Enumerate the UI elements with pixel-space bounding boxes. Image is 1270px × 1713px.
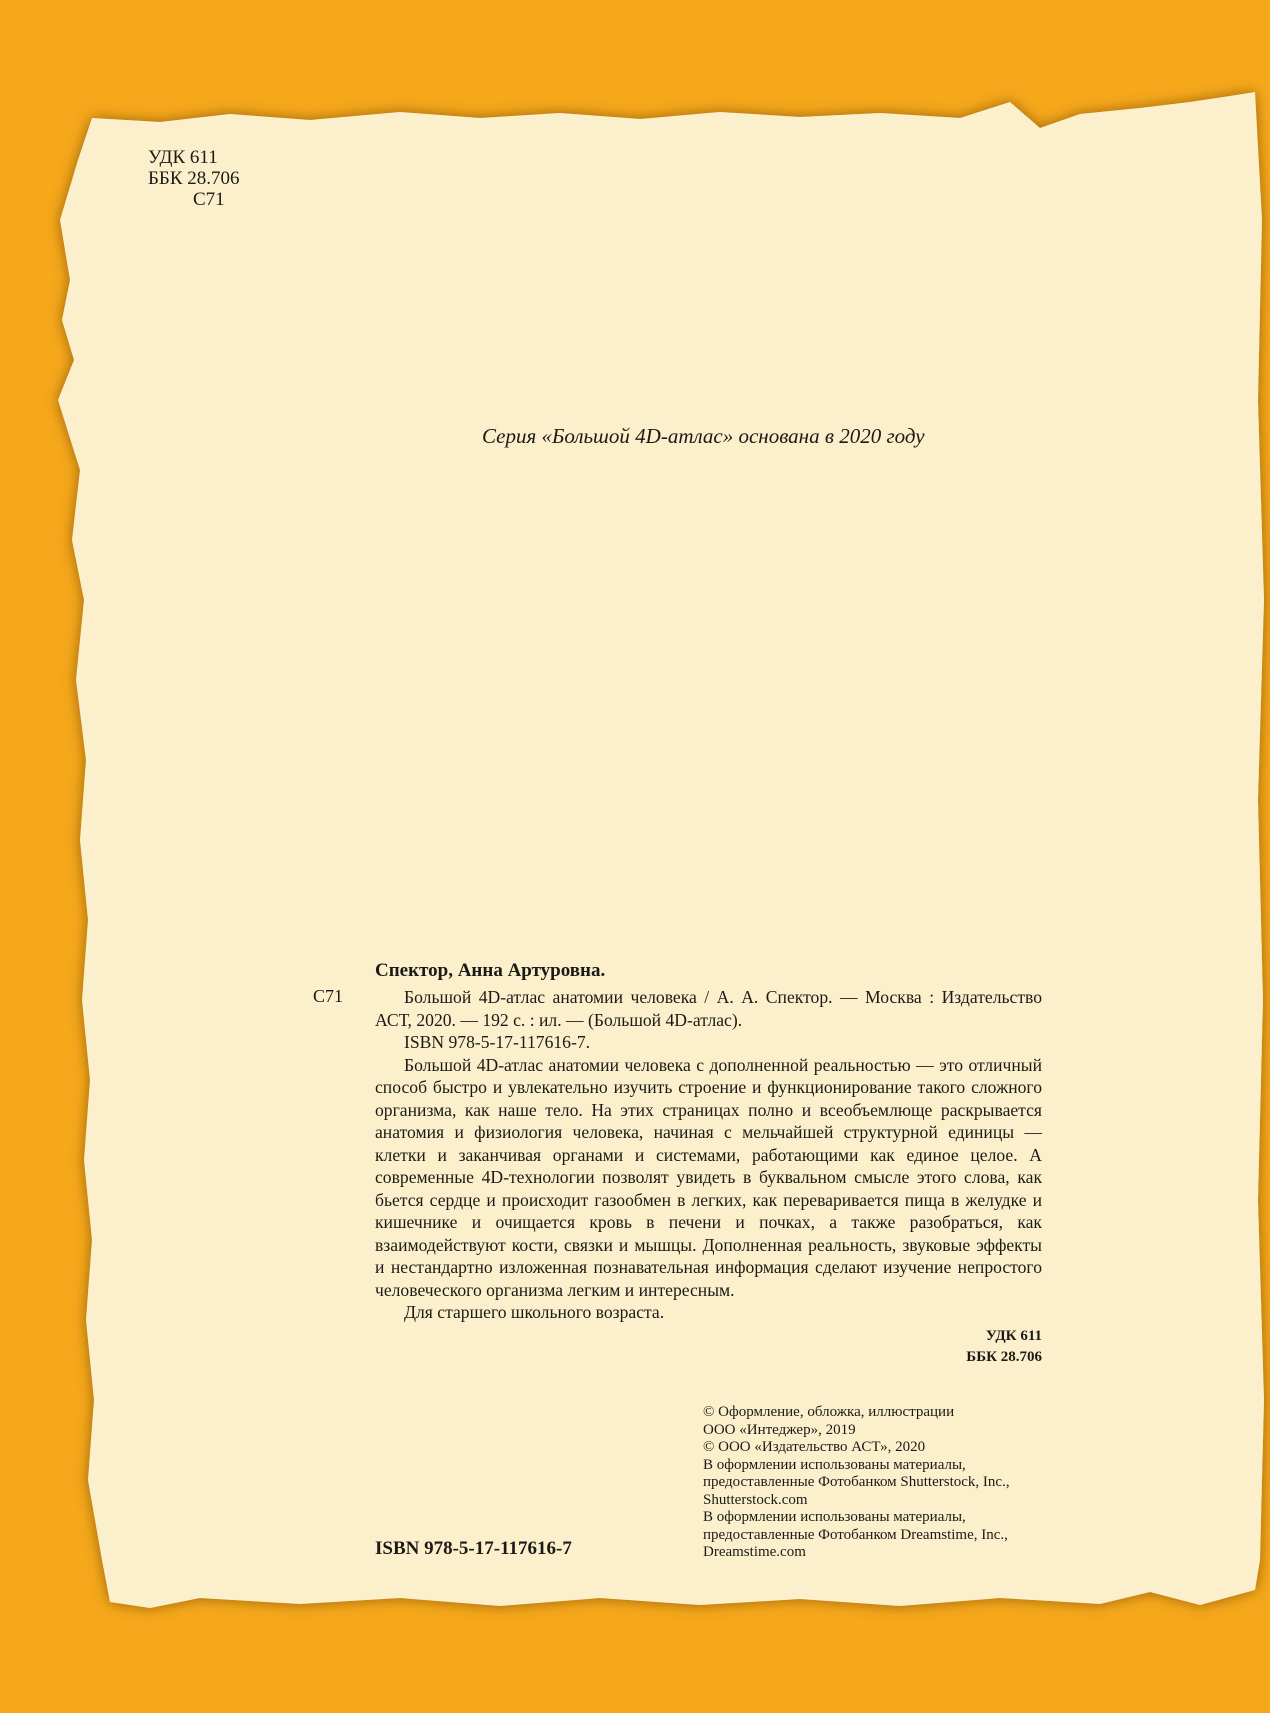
copyright-line: В оформлении использованы материалы, xyxy=(703,1456,966,1473)
series-note: Серия «Большой 4D-атлас» основана в 2020 году xyxy=(482,424,925,448)
catalog-audience: Для старшего школьного возраста. xyxy=(404,1302,665,1322)
catalog-annotation: Большой 4D-атлас анатомии человека с дополненной реальностью — это отличный способ быстро и увлекательно изучить строение и функционирование такого сложного организма, как наше тело. На этих страницах полно и всеобъемлюще раскрывается анатомия и физиология человека, начиная с мельчайшей структурной единицы — клетки и заканчивая органами и системами, работающими как единое целое. А современные 4D-технологии позволят увидеть в буквальном смысле этого слова, как бьется сердце и происходит газообмен в легких, как переваривается пища в желудке и кишечнике и очищается кровь в печени и почках, а также разобраться, как взаимодействуют кости, связки и мышцы. Дополненная реальность, звуковые эффекты и нестандартно изложенная познавательная информация сделают изучение непростого человеческого организма легким и интересным. xyxy=(375,1054,1042,1300)
copyright-line: предоставленные Фотобанком Shutterstock, Inc., xyxy=(703,1474,1010,1490)
udk-code-bottom: УДК 611 xyxy=(985,1328,1042,1344)
bbk-code-bottom: ББК 28.706 xyxy=(966,1349,1042,1365)
copyright-block xyxy=(703,1404,1103,1562)
classification-codes-top xyxy=(148,147,240,210)
classification-codes-bottom xyxy=(780,1326,1042,1368)
copyright-line: Dreamstime.com xyxy=(703,1544,806,1560)
copyright-line: © ООО «Издательство АСТ», 2020 xyxy=(703,1439,926,1455)
catalog-author-mark: С71 xyxy=(313,986,344,1006)
copyright-line: ООО «Интеджер», 2019 xyxy=(703,1421,856,1438)
copyright-line: Shutterstock.com xyxy=(703,1491,808,1508)
catalog-isbn: ISBN 978-5-17-117616-7. xyxy=(404,1032,591,1052)
catalog-title-line: Большой 4D-атлас анатомии человека / А. А. Спектор. — Москва : Издательство АСТ, 2020. — 192 с. : ил. — (Большой 4D-атлас). xyxy=(375,987,1042,1030)
catalog-card-body xyxy=(375,986,1042,1324)
udk-code: УДК 611 xyxy=(148,147,218,168)
bbk-code: ББК 28.706 xyxy=(148,168,240,189)
parchment-sheet xyxy=(58,92,1264,1608)
isbn-main: ISBN 978-5-17-117616-7 xyxy=(375,1538,572,1559)
author-mark: С71 xyxy=(193,189,225,210)
copyright-line: предоставленные Фотобанком Dreamstime, Inc., xyxy=(703,1526,1008,1543)
copyright-line: © Оформление, обложка, иллюстрации xyxy=(703,1404,955,1420)
copyright-line: В оформлении использованы материалы, xyxy=(703,1509,966,1525)
catalog-author: Спектор, Анна Артуровна. xyxy=(375,960,606,981)
